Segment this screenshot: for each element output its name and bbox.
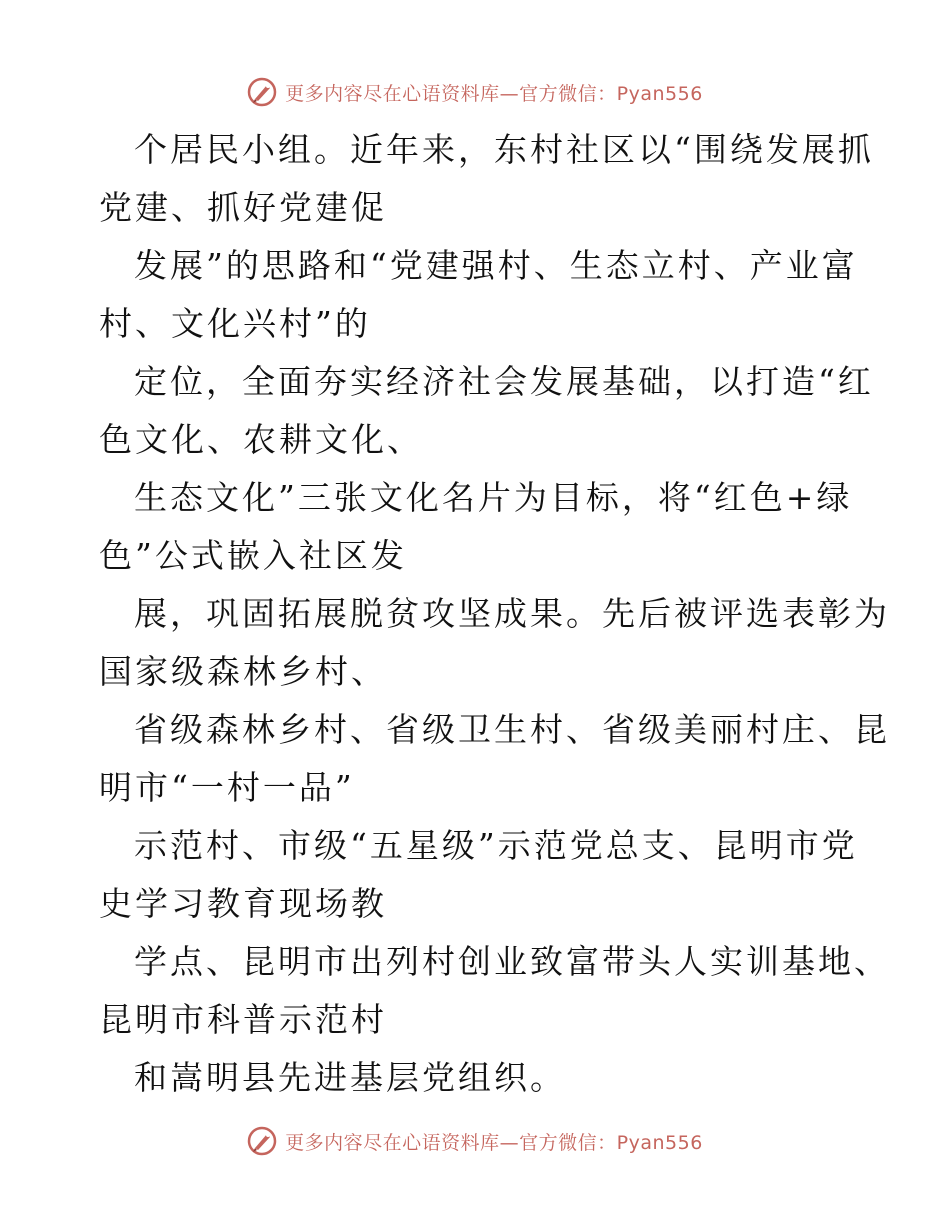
text-line: 省级森林乡村、省级卫生村、省级美丽村庄、昆 xyxy=(134,710,890,749)
text-line: 史学习教育现场教 xyxy=(99,884,387,923)
header-watermark xyxy=(0,72,950,112)
text-line: 明市“一村一品” xyxy=(99,768,355,807)
text-line: 发展”的思路和“党建强村、生态立村、产业富 xyxy=(134,246,858,285)
text-line: 国家级森林乡村、 xyxy=(99,652,387,691)
quill-pen-logo-icon xyxy=(247,77,277,107)
text-line: 昆明市科普示范村 xyxy=(99,1000,387,1039)
text-line: 党建、抓好党建促 xyxy=(99,188,387,227)
text-line: 生态文化”三张文化名片为目标，将“红色+绿 xyxy=(134,478,853,517)
text-line: 示范村、市级“五星级”示范党总支、昆明市党 xyxy=(134,826,858,865)
text-line: 展，巩固拓展脱贫攻坚成果。先后被评选表彰为 xyxy=(134,594,890,633)
quill-pen-logo-icon xyxy=(247,1126,277,1156)
text-line: 和嵩明县先进基层党组织。 xyxy=(134,1058,566,1097)
text-line: 学点、昆明市出列村创业致富带头人实训基地、 xyxy=(134,942,890,981)
watermark-text: 更多内容尽在心语资料库—官方微信：Pyan556 xyxy=(285,82,703,105)
footer-watermark xyxy=(0,1121,950,1161)
text-line: 村、文化兴村”的 xyxy=(99,304,371,343)
text-line: 色文化、农耕文化、 xyxy=(99,420,423,459)
watermark-text: 更多内容尽在心语资料库—官方微信：Pyan556 xyxy=(285,1131,703,1154)
text-line: 个居民小组。近年来，东村社区以“围绕发展抓 xyxy=(134,130,874,169)
document-body xyxy=(99,121,890,1107)
text-line: 色”公式嵌入社区发 xyxy=(99,536,407,575)
text-line: 定位，全面夯实经济社会发展基础，以打造“红 xyxy=(134,362,874,401)
